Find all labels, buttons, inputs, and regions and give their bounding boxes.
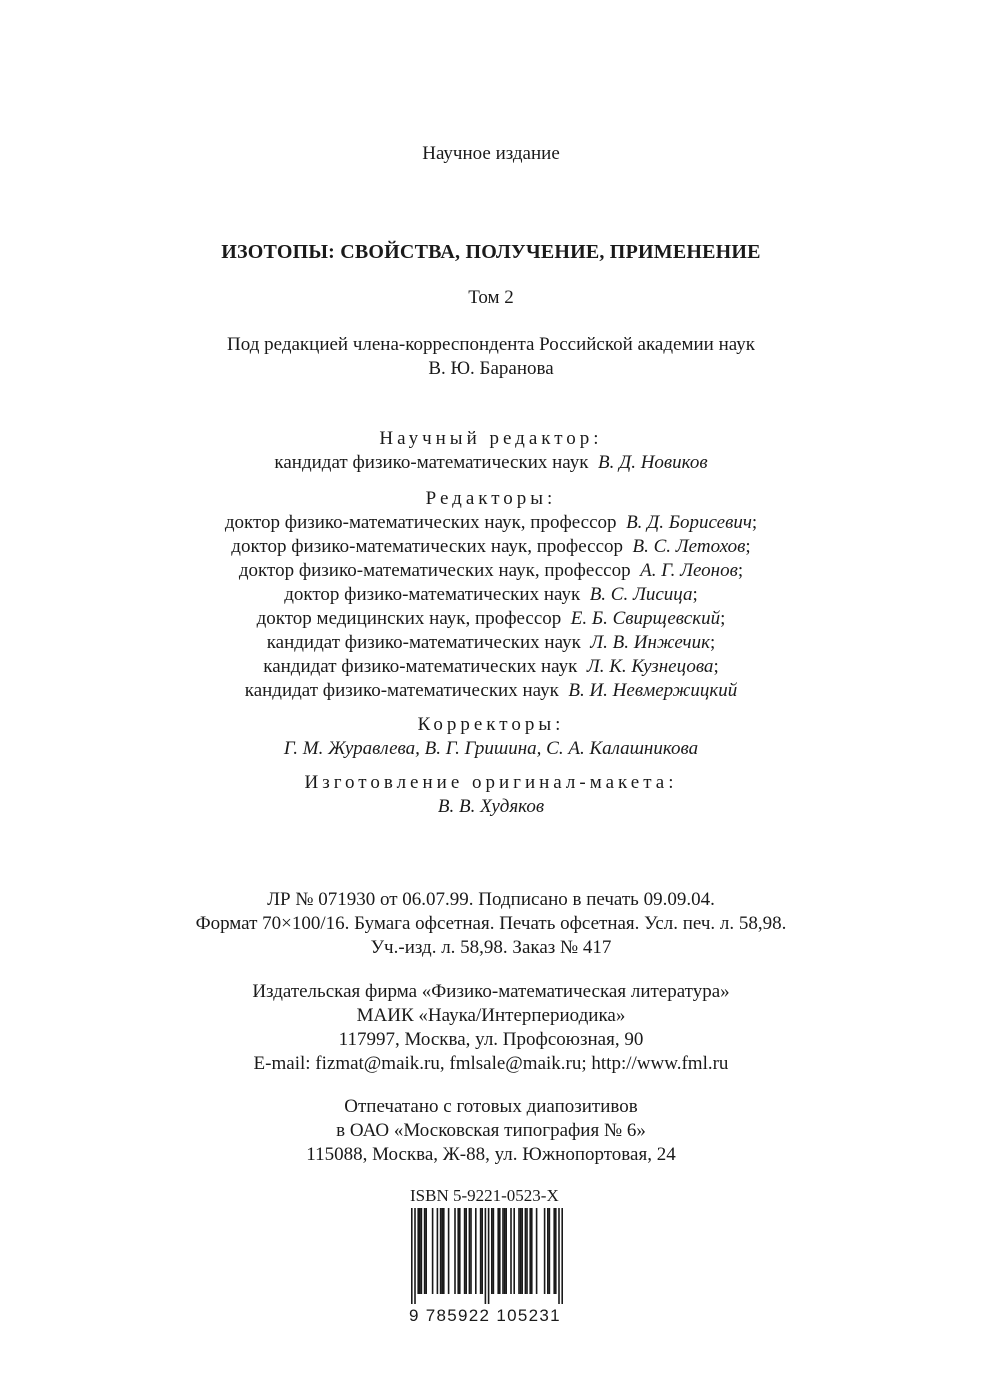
editor-line <box>0 583 982 607</box>
barcode-bar <box>513 1208 515 1294</box>
publisher-line: МАИК «Наука/Интерпериодика» <box>356 1005 626 1026</box>
proofreaders-heading: Корректоры: <box>417 714 565 735</box>
print-info-line: ЛР № 071930 от 06.07.99. Подписано в печать 09.09.04. <box>267 889 715 910</box>
print-info-line: Формат 70×100/16. Бумага офсетная. Печать офсетная. Усл. печ. л. 58,98. <box>195 913 787 934</box>
barcode-bar <box>555 1208 557 1294</box>
barcode-bar <box>561 1208 563 1304</box>
editor-name: А. Г. Леонов <box>640 560 738 581</box>
barcode-bar <box>553 1208 555 1294</box>
editor-name: Л. К. Кузнецова <box>586 656 714 677</box>
barcode-bar <box>502 1208 504 1294</box>
barcode-digits: 9 785922 105231 <box>409 1306 561 1325</box>
layout-credit-heading: Изготовление оригинал-макета: <box>304 772 678 793</box>
barcode-bar <box>499 1208 501 1294</box>
editor-separator: ; <box>692 584 698 605</box>
isbn-label: ISBN 5-9221-0523-X <box>410 1186 559 1205</box>
barcode-bar <box>505 1208 507 1294</box>
editor-separator: ; <box>751 512 758 533</box>
barcode-bar <box>411 1208 413 1304</box>
scientific-editor-line <box>0 451 982 475</box>
barcode-bar <box>497 1208 499 1294</box>
editor-name: В. С. Лисица <box>589 584 693 605</box>
barcode-bar <box>470 1208 472 1294</box>
editor-separator: ; <box>709 632 716 653</box>
printer-line: 115088, Москва, Ж-88, ул. Южнопортовая, 24 <box>306 1144 676 1165</box>
barcode-bar <box>437 1208 439 1294</box>
barcode-bar <box>525 1208 527 1294</box>
barcode-bar <box>531 1208 533 1294</box>
proofreaders-names: Г. М. Журавлева, В. Г. Гришина, С. А. Калашникова <box>283 738 699 759</box>
editor-name: В. И. Невмержицкий <box>568 680 738 701</box>
chief-editor-name: В. Ю. Баранова <box>428 358 554 379</box>
editor-title: доктор физико-математических наук, профессор <box>238 560 631 581</box>
barcode-bar <box>521 1208 523 1294</box>
barcode-bar <box>454 1208 456 1294</box>
edited-by-line: Под редакцией члена-корреспондента Российской академии наук <box>227 334 755 355</box>
barcode-bar <box>510 1208 512 1294</box>
barcode-bar <box>493 1208 495 1294</box>
editor-name: В. Д. Борисевич <box>626 512 752 533</box>
barcode-bar <box>440 1208 442 1294</box>
editor-name: В. С. Летохов <box>632 536 746 557</box>
barcode-bar <box>425 1208 427 1294</box>
barcode-bar <box>520 1208 522 1294</box>
barcode-bar <box>536 1208 538 1294</box>
barcode-bar <box>558 1208 560 1304</box>
book-title: ИЗОТОПЫ: СВОЙСТВА, ПОЛУЧЕНИЕ, ПРИМЕНЕНИЕ <box>221 241 761 263</box>
barcode-bar <box>464 1208 466 1294</box>
printer-line: Отпечатано с готовых диапозитивов <box>344 1096 638 1117</box>
layout-credit-name: В. В. Худяков <box>437 796 545 817</box>
editor-line <box>0 511 982 535</box>
barcode-bar <box>465 1208 467 1294</box>
barcode-bar <box>475 1208 477 1294</box>
barcode-bar <box>432 1208 434 1294</box>
barcode-bar <box>504 1208 506 1294</box>
barcode-bar <box>419 1208 421 1294</box>
barcode-bar <box>481 1208 483 1294</box>
publisher-contacts: E-mail: fizmat@maik.ru, fmlsale@maik.ru; http://www.fml.ru <box>253 1053 729 1074</box>
scientific-editor-heading: Научный редактор: <box>379 428 603 449</box>
editor-separator: ; <box>720 608 726 629</box>
editor-name: Е. Б. Свирщевский <box>570 608 721 629</box>
barcode-bar <box>485 1208 487 1304</box>
editor-name: Л. В. Инжечик <box>590 632 710 653</box>
editor-title: доктор физико-математических наук <box>284 584 581 605</box>
editor-line <box>0 631 982 655</box>
barcode-icon <box>407 1208 567 1308</box>
scientific-editor-title: кандидат физико-математических наук <box>274 452 589 473</box>
editor-line <box>0 655 982 679</box>
editor-title: доктор медицинских наук, профессор <box>256 608 562 629</box>
publication-kind: Научное издание <box>422 143 560 164</box>
isbn-barcode-block <box>407 1186 567 1326</box>
barcode-bar <box>441 1208 443 1294</box>
publisher-line: Издательская фирма «Физико-математическая литература» <box>252 981 730 1002</box>
barcode-bar <box>547 1208 549 1294</box>
editor-separator: ; <box>713 656 719 677</box>
barcode-bar <box>421 1208 423 1294</box>
barcode-bar <box>448 1208 450 1294</box>
barcode-bar <box>469 1208 471 1294</box>
barcode-bar <box>443 1208 445 1294</box>
barcode-bar <box>417 1208 419 1294</box>
barcode-bar <box>457 1208 459 1294</box>
barcode-bar <box>459 1208 461 1294</box>
editor-title: кандидат физико-математических наук <box>263 656 578 677</box>
scientific-editor-name: В. Д. Новиков <box>598 452 708 473</box>
editor-title: доктор физико-математических наук, профессор <box>224 512 617 533</box>
barcode-bar <box>488 1208 490 1304</box>
barcode-bar <box>526 1208 528 1294</box>
barcode-bar <box>480 1208 482 1294</box>
editor-line <box>0 679 982 703</box>
printer-line: в ОАО «Московская типография № 6» <box>336 1120 646 1141</box>
editor-separator: ; <box>745 536 751 557</box>
barcode-bar <box>491 1208 493 1294</box>
barcode-bar <box>518 1208 520 1294</box>
editor-title: кандидат физико-математических наук <box>244 680 559 701</box>
editor-title: доктор физико-математических наук, профессор <box>231 536 624 557</box>
barcode-bar <box>549 1208 551 1294</box>
barcode-bar <box>529 1208 531 1294</box>
barcode-bar <box>414 1208 416 1304</box>
print-info-line: Уч.-изд. л. 58,98. Заказ № 417 <box>370 937 612 958</box>
editor-line <box>0 559 982 583</box>
editor-separator: ; <box>737 560 744 581</box>
barcode-bar <box>544 1208 546 1294</box>
editors-heading: Редакторы: <box>425 488 557 509</box>
volume-number: Том 2 <box>468 287 514 308</box>
publisher-line: 117997, Москва, ул. Профсоюзная, 90 <box>338 1029 644 1050</box>
barcode-bar <box>424 1208 426 1294</box>
editor-line <box>0 535 982 559</box>
editor-title: кандидат физико-математических наук <box>266 632 581 653</box>
editor-line <box>0 607 982 631</box>
